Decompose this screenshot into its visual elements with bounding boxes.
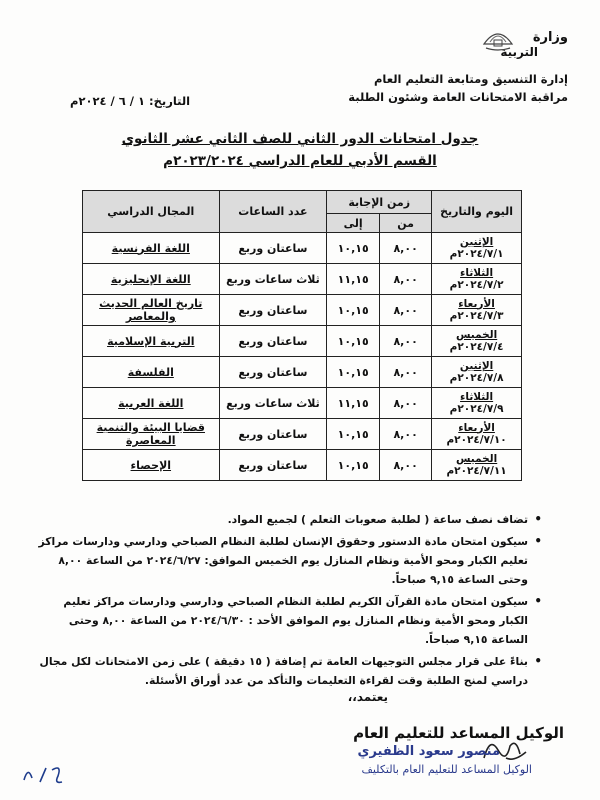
approval-text: يعتمد،، — [347, 690, 388, 704]
subject-name: اللغة العربية — [118, 396, 184, 410]
cell-from: ٨,٠٠ — [380, 233, 432, 264]
cell-to: ١٠,١٥ — [327, 357, 380, 388]
day-name: الأربعاء — [458, 421, 495, 434]
signatory-title: الوكيل المساعد للتعليم العام — [353, 724, 564, 742]
note-item: • تضاف نصف ساعة ( لطلبة صعوبات التعلم ) لجميع المواد. — [38, 510, 542, 529]
subject-name: التربية الإسلامية — [107, 334, 195, 348]
cell-subject — [83, 295, 220, 326]
exam-schedule-table — [82, 190, 522, 481]
day-date: ٢٠٢٤/٧/١١م — [446, 464, 507, 477]
subject-name: قضايا البيئة والتنمية المعاصرة — [96, 421, 205, 447]
subject-name: اللغة الفرنسية — [111, 241, 190, 255]
cell-hours: ثلاث ساعات وربع — [219, 264, 327, 295]
cell-from: ٨,٠٠ — [380, 419, 432, 450]
document-date: التاريخ: ١ / ٦ / ٢٠٢٤م — [70, 94, 191, 108]
day-name: الثلاثاء — [460, 390, 494, 403]
handwritten-note-icon — [18, 760, 68, 788]
table-row — [83, 450, 522, 481]
cell-hours: ساعتان وربع — [219, 357, 327, 388]
cell-day-date — [432, 388, 522, 419]
cell-from: ٨,٠٠ — [380, 264, 432, 295]
day-name: الإثنين — [459, 235, 494, 248]
header-from: من — [380, 214, 432, 233]
table-row — [83, 233, 522, 264]
header-answer-time: زمن الإجابة — [327, 191, 432, 214]
cell-subject — [83, 326, 220, 357]
department-block — [348, 70, 568, 106]
day-date: ٢٠٢٤/٧/٩م — [449, 402, 504, 415]
day-date: ٢٠٢٤/٧/٢م — [449, 278, 504, 291]
table-row — [83, 264, 522, 295]
ministry-name — [500, 30, 568, 59]
cell-day-date — [432, 357, 522, 388]
signatory-name: منصور سعود الظفيري — [357, 744, 500, 759]
header-hours: عدد الساعات — [219, 191, 327, 233]
cell-to: ١٠,١٥ — [327, 233, 380, 264]
subject-name: اللغة الإنجليزية — [110, 272, 191, 286]
cell-from: ٨,٠٠ — [380, 357, 432, 388]
note-item: • سيكون امتحان مادة القرآن الكريم لطلبة النظام الصباحي ودارسي ودارسات مراكز تعليم الكبار ومحو الأمية ونظام المنازل يوم الموافق الأحد : ٢٠٢٤/٦/٣٠ من الساعة ٨,٠٠ وحتى الساعة ٩,١٥ صباحاً. — [38, 592, 542, 649]
cell-subject — [83, 419, 220, 450]
day-name: الثلاثاء — [460, 266, 494, 279]
cell-from: ٨,٠٠ — [380, 295, 432, 326]
cell-to: ١٠,١٥ — [327, 450, 380, 481]
cell-from: ٨,٠٠ — [380, 326, 432, 357]
cell-to: ١١,١٥ — [327, 264, 380, 295]
table-row — [83, 388, 522, 419]
document-title: جدول امتحانات الدور الثاني للصف الثاني عشر الثانوي — [121, 131, 479, 147]
day-name: الخميس — [455, 328, 498, 341]
subject-name: الفلسفة — [127, 365, 174, 379]
notes-list — [38, 510, 542, 693]
day-name: الإثنين — [459, 359, 494, 372]
cell-day-date — [432, 419, 522, 450]
note-item: • بناءً على قرار مجلس التوجيهات العامة تم إضافة ( ١٥ دقيقة ) على زمن الامتحانات لكل مجال دراسي لمنح الطلبة وقت لقراءة التعليمات والتأكد من عدد أوراق الأسئلة. — [38, 652, 542, 690]
table-row — [83, 295, 522, 326]
signatory-role: الوكيل المساعد للتعليم العام بالتكليف — [361, 763, 532, 776]
dept-line1: إدارة التنسيق ومتابعة التعليم العام — [373, 72, 568, 86]
day-date: ٢٠٢٤/٧/٤م — [449, 340, 504, 353]
cell-day-date — [432, 326, 522, 357]
cell-subject — [83, 264, 220, 295]
cell-subject — [83, 450, 220, 481]
day-date: ٢٠٢٤/٧/٣م — [449, 309, 504, 322]
header-to: إلى — [327, 214, 380, 233]
cell-to: ١٠,١٥ — [327, 326, 380, 357]
cell-hours: ساعتان وربع — [219, 326, 327, 357]
table-row — [83, 419, 522, 450]
note-item: • سيكون امتحان مادة الدستور وحقوق الإنسان لطلبة النظام الصباحي ودارسي ودارسات مراكز تعليم الكبار ومحو الأمية ونظام المنازل يوم الخميس الموافق: ٢٠٢٤/٦/٢٧ من الساعة ٨,٠٠ وحتى الساعة ٩,١٥ صباحاً. — [38, 532, 542, 589]
cell-subject — [83, 357, 220, 388]
cell-to: ١٠,١٥ — [327, 295, 380, 326]
cell-hours: ساعتان وربع — [219, 450, 327, 481]
day-name: الخميس — [455, 452, 498, 465]
cell-hours: ساعتان وربع — [219, 419, 327, 450]
cell-to: ١٠,١٥ — [327, 419, 380, 450]
day-date: ٢٠٢٤/٧/٨م — [449, 371, 504, 384]
table-row — [83, 357, 522, 388]
cell-from: ٨,٠٠ — [380, 388, 432, 419]
dept-line2: مراقبة الامتحانات العامة وشئون الطلبة — [348, 90, 568, 104]
cell-to: ١١,١٥ — [327, 388, 380, 419]
ministry-line1: وزارة — [532, 30, 568, 45]
cell-hours: ساعتان وربع — [219, 295, 327, 326]
cell-day-date — [432, 264, 522, 295]
ministry-line2: التربية — [500, 45, 538, 59]
cell-day-date — [432, 450, 522, 481]
day-date: ٢٠٢٤/٧/١م — [449, 247, 504, 260]
cell-subject — [83, 388, 220, 419]
header-subject: المجال الدراسي — [83, 191, 220, 233]
cell-hours: ساعتان وربع — [219, 233, 327, 264]
cell-hours: ثلاث ساعات وربع — [219, 388, 327, 419]
day-date: ٢٠٢٤/٧/١٠م — [446, 433, 507, 446]
cell-day-date — [432, 295, 522, 326]
subject-name: تاريخ العالم الحديث والمعاصر — [99, 297, 203, 323]
document-subtitle: القسم الأدبي للعام الدراسي ٢٠٢٣/٢٠٢٤م — [163, 153, 437, 169]
cell-subject — [83, 233, 220, 264]
cell-day-date — [432, 233, 522, 264]
header-day-date: اليوم والتاريخ — [432, 191, 522, 233]
day-name: الأربعاء — [458, 297, 495, 310]
table-row — [83, 326, 522, 357]
cell-from: ٨,٠٠ — [380, 450, 432, 481]
subject-name: الإحصاء — [130, 458, 172, 472]
